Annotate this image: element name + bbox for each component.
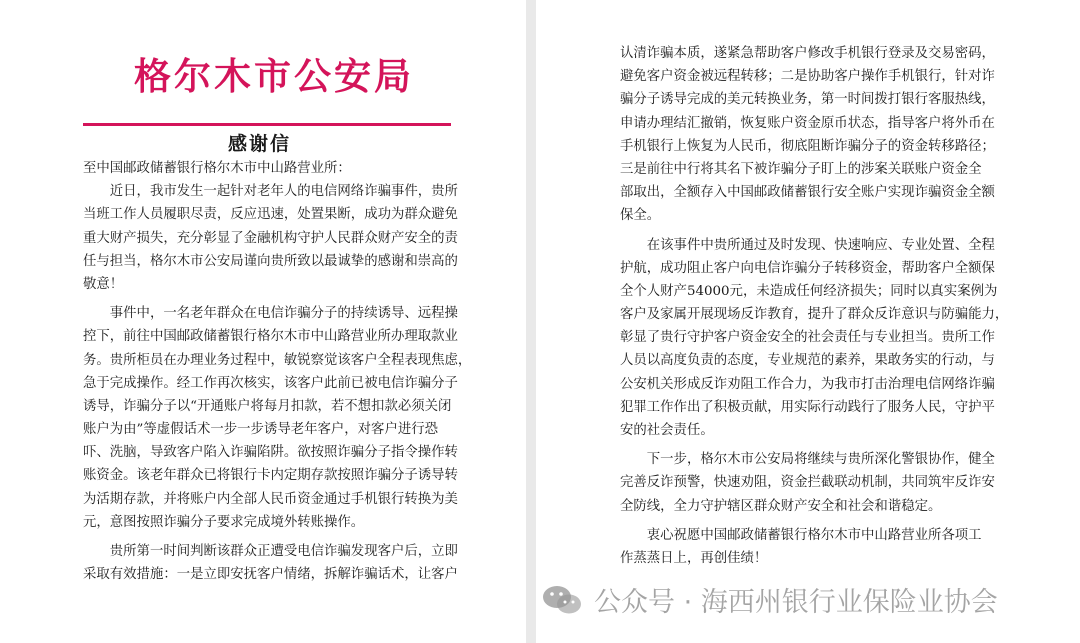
letter-line: 诱导，诈骗分子以“开通账户将每月扣款，若不想扣款必须关闭 [83,398,452,414]
letter-line: 护航，成功阻止客户向电信诈骗分子转移资金，帮助客户全额保 [620,260,995,276]
letter-line: 手机银行上恢复为人民币，彻底阻断诈骗分子的资金转移路径； [620,138,995,154]
letter-line: 重大财产损失，充分彰显了金融机构守护人民群众财产安全的责 [83,230,458,246]
red-header-rule [83,123,451,126]
letter-line: 为活期存款，并将账户内全部人民币资金通过手机银行转换为美 [83,491,458,507]
letter-line: 避免客户资金被远程转移；二是协助客户操作手机银行，针对诈 [620,69,995,85]
letter-line: 在该事件中贵所通过及时发现、快速响应、专业处置、全程 [620,237,995,253]
letter-line: 当班工作人员履职尽责，反应迅速，处置果断，成功为群众避免 [83,207,458,223]
letter-line: 作蒸蒸日上，再创佳绩！ [620,550,768,566]
letter-line: 三是前往中行将其名下被诈骗分子盯上的涉案关联账户资金全 [620,161,982,177]
letter-line: 采取有效措施：一是立即安抚客户情绪，拆解诈骗话术，让客户 [83,567,458,583]
letter-line: 急于完成操作。经工作再次核实，该客户此前已被电信诈骗分子 [83,375,458,391]
letter-page-right [536,0,1080,643]
letter-line: 犯罪工作作出了积极贡献，用实际行动践行了服务人民，守护平 [620,399,995,415]
letter-line: 衷心祝愿中国邮政储蓄银行格尔木市中山路营业所各项工 [620,527,982,543]
letter-line: 贵所第一时间判断该群众正遭受电信诈骗发现客户后，立即 [83,544,458,559]
letter-line: 任与担当，格尔木市公安局谨向贵所致以最诚挚的感谢和崇高的 [83,253,458,269]
letter-line: 事件中，一名老年群众在电信诈骗分子的持续诱导、远程操 [83,306,458,322]
letter-line: 全个人财产54000元，未造成任何经济损失；同时以真实案例为 [620,283,998,299]
letter-line: 账户为由”等虚假话术一步一步诱导老年客户，对客户进行恐 [83,422,438,438]
letter-line: 全防线，全力守护辖区群众财产安全和社会和谐稳定。 [620,498,942,514]
letter-line: 务。贵所柜员在办理业务过程中，敏锐察觉该客户全程表现焦虑， [83,352,472,368]
letter-line: 安的社会责任。 [620,423,714,438]
wechat-icon [540,583,584,617]
letter-line: 保全。 [620,208,661,224]
letter-line: 公安机关形成反诈劝阻工作合力，为我市打击治理电信网络诈骗 [620,376,995,392]
wechat-watermark [540,580,998,619]
letter-line: 客户及家属开展现场反诈教育，提升了群众反诈意识与防骗能力， [620,307,1009,323]
letter-line: 下一步，格尔木市公安局将继续与贵所深化警银协作，健全 [620,452,995,468]
letter-line: 骗分子诱导完成的美元转换业务，第一时间拨打银行客服热线， [620,92,995,108]
letter-line: 元，意图按照诈骗分子要求完成境外转账操作。 [83,514,365,530]
letter-line: 敬意！ [83,276,124,292]
letter-line: 完善反诈预警，快速劝阻，资金拦截联动机制，共同筑牢反诈安 [620,475,995,491]
letter-body-right [620,42,1009,570]
letter-page-left [0,0,526,643]
letter-line: 至中国邮政储蓄银行格尔木市中山路营业所： [83,161,351,176]
document-title: 格尔木市公安局 [134,54,414,98]
letter-line: 近日，我市发生一起针对老年人的电信网络诈骗事件，贵所 [83,184,458,200]
letter-body-left [83,157,472,586]
letter-line: 吓、洗脑，导致客户陷入诈骗陷阱。欲按照诈骗分子指令操作转 [83,445,458,461]
watermark-text: 公众号 · 海西州银行业保险业协会 [594,587,998,618]
letter-line: 部取出，全额存入中国邮政储蓄银行安全账户实现诈骗资金全额 [620,185,995,201]
letter-line: 控下，前往中国邮政储蓄银行格尔木市中山路营业所办理取款业 [83,329,458,345]
letter-title: 感谢信 [228,133,292,155]
letter-line: 彰显了贵行守护客户资金安全的社会责任与专业担当。贵所工作 [620,330,995,346]
letter-line: 认清诈骗本质，遂紧急帮助客户修改手机银行登录及交易密码， [620,46,995,61]
letter-line: 申请办理结汇撤销，恢复账户资金原币状态，指导客户将外币在 [620,115,995,131]
letter-line: 账资金。该老年群众已将银行卡内定期存款按照诈骗分子诱导转 [83,468,458,484]
letter-line: 人员以高度负责的态度，专业规范的素养，果敢务实的行动，与 [620,353,995,369]
